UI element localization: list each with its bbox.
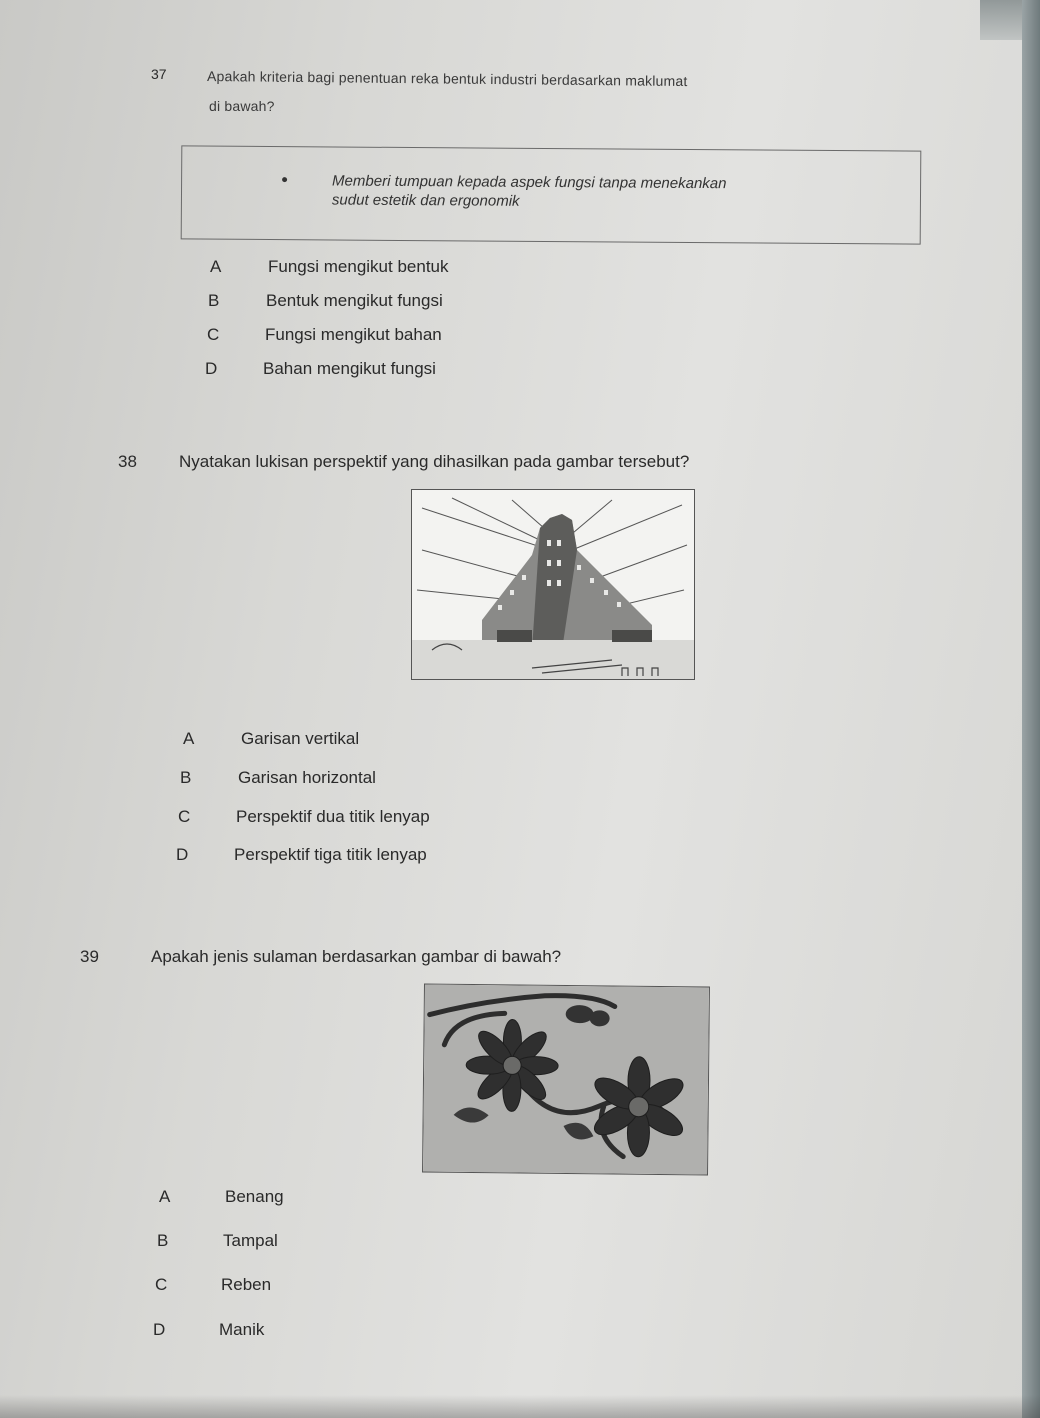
perspective-drawing [411,489,695,680]
question-text: Apakah jenis sulaman berdasarkan gambar di bawah? [151,947,562,966]
page-edge [1022,0,1040,1418]
bullet-icon [282,177,287,182]
option-d[interactable] [153,1320,264,1340]
option-c[interactable] [207,325,442,345]
question-text-line-2: di bawah? [209,98,275,114]
option-text: Fungsi mengikut bentuk [268,257,449,276]
option-text: Fungsi mengikut bahan [265,325,442,344]
option-letter: D [153,1320,166,1339]
option-b[interactable] [208,291,443,311]
option-text: Manik [219,1320,265,1339]
question-text: Nyatakan lukisan perspektif yang dihasilkan pada gambar tersebut? [179,452,690,471]
info-box-text [332,171,727,212]
option-text: Perspektif dua titik lenyap [236,807,430,826]
option-letter: A [159,1187,171,1206]
option-a[interactable] [159,1187,284,1207]
option-letter: C [207,325,220,344]
option-text: Garisan horizontal [238,768,376,787]
option-d[interactable] [176,845,427,865]
option-letter: D [176,845,189,864]
option-a[interactable] [183,729,359,749]
building-sketch-image [412,490,694,679]
option-b[interactable] [157,1231,278,1251]
option-letter: B [180,768,192,787]
question-number: 39 [80,947,99,966]
option-text: Benang [225,1187,284,1206]
option-b[interactable] [180,768,376,788]
option-text: Bahan mengikut fungsi [263,359,436,378]
option-text: Perspektif tiga titik lenyap [234,845,427,864]
option-text: Reben [221,1275,272,1294]
option-letter: B [157,1231,169,1250]
question-number: 38 [118,452,137,471]
question-text-line-1: Apakah kriteria bagi penentuan reka bentuk industri berdasarkan maklumat [206,68,688,90]
option-c[interactable] [178,807,430,827]
flower-embroidery-picture [423,985,709,1175]
option-letter: B [208,291,220,310]
bottom-shadow [0,1395,1040,1418]
embroidery-image [422,984,710,1176]
option-letter: C [178,807,191,826]
info-line-2: sudut estetik dan ergonomik [331,191,520,210]
info-box [181,145,922,244]
option-text: Bentuk mengikut fungsi [266,291,443,310]
option-d[interactable] [205,359,436,379]
question-number: 37 [151,66,167,82]
option-text: Tampal [223,1231,278,1250]
option-letter: C [155,1275,168,1294]
option-letter: A [210,257,222,276]
option-c[interactable] [155,1275,271,1295]
option-letter: A [183,729,195,748]
option-a[interactable] [210,257,449,277]
option-letter: D [205,359,218,378]
info-line-1: Memberi tumpuan kepada aspek fungsi tanpa menekankan [332,172,727,193]
option-text: Garisan vertikal [241,729,360,748]
